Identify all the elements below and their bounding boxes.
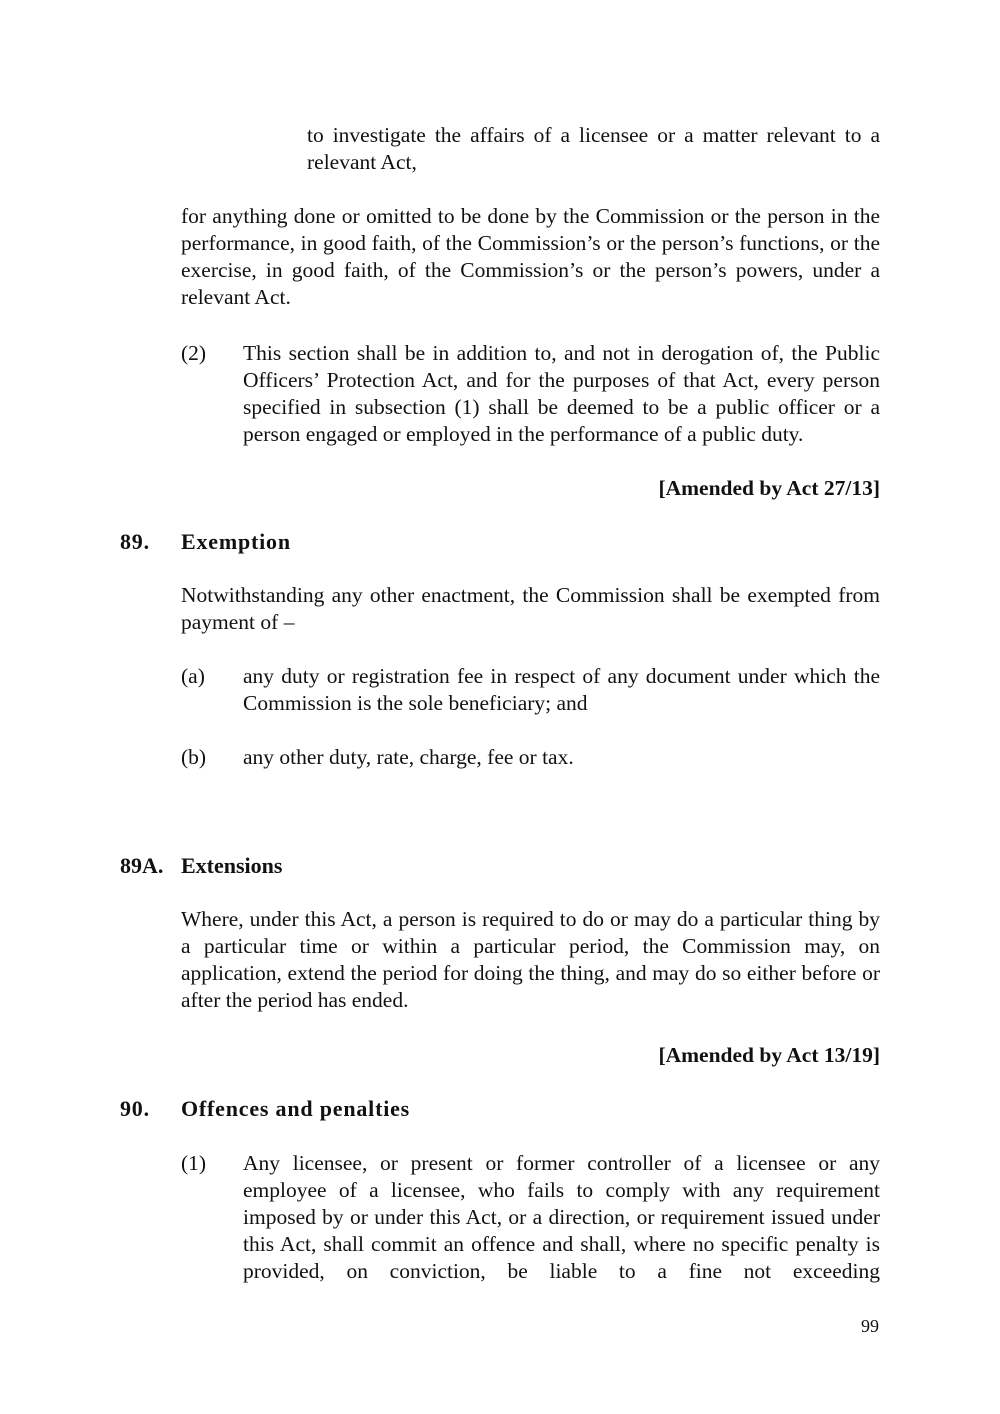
section-90-subsection-1-number: (1) bbox=[181, 1151, 207, 1175]
page-number: 99 bbox=[861, 1316, 879, 1336]
section-89a-number: 89A. bbox=[120, 853, 164, 878]
section-89a-amendment-note: [Amended by Act 13/19] bbox=[658, 1043, 880, 1067]
item-b-label: (b) bbox=[181, 745, 207, 769]
section-90-title: Offences and penalties bbox=[181, 1096, 411, 1121]
item-a-text: any duty or registration fee in respect of any document under which the Commission is the sole beneficiary; and bbox=[243, 664, 880, 715]
section-89a-text: Where, under this Act, a person is required to do or may do a particular thing by a particular time or within a particular period, the Commission may, on application, extend the period for doing the thing, and may do so either before or after the period has ended. bbox=[181, 907, 880, 1012]
section-89a-title: Extensions bbox=[181, 853, 283, 878]
continuation-item-text: to investigate the affairs of a licensee or a matter relevant to a relevant Act, bbox=[307, 123, 880, 174]
section-88-amendment-note: [Amended by Act 27/13] bbox=[658, 476, 880, 500]
section-88-closing-paragraph: for anything done or omitted to be done by the Commission or the person in the performance, in good faith, of the Commission’s or the person’s functions, or the exercise, in good faith, of the Commission’s or the person’s powers, under a relevant Act. bbox=[181, 204, 880, 309]
section-90-number: 90. bbox=[120, 1096, 150, 1121]
section-89-title: Exemption bbox=[181, 529, 291, 554]
subsection-2-text: This section shall be in addition to, and not in derogation of, the Public Officers’ Protection Act, and for the purposes of that Act, every person specified in subsection (1) shall be deemed to be a public officer or a person engaged or employed in the performance of a public duty. bbox=[243, 341, 880, 446]
section-90-subsection-1-text: Any licensee, or present or former controller of a licensee or any employee of a licensee, who fails to comply with any requirement imposed by or under this Act, or a direction, or requirement issued under this Act, shall commit an offence and shall, where no specific penalty is provided, on conviction, be liable to a fine not exceeding bbox=[243, 1151, 880, 1283]
subsection-2-number: (2) bbox=[181, 341, 207, 365]
section-89-number: 89. bbox=[120, 529, 150, 554]
item-a-label: (a) bbox=[181, 664, 205, 688]
section-89-intro: Notwithstanding any other enactment, the Commission shall be exempted from payment of – bbox=[181, 583, 880, 634]
item-b-text: any other duty, rate, charge, fee or tax. bbox=[243, 745, 574, 769]
